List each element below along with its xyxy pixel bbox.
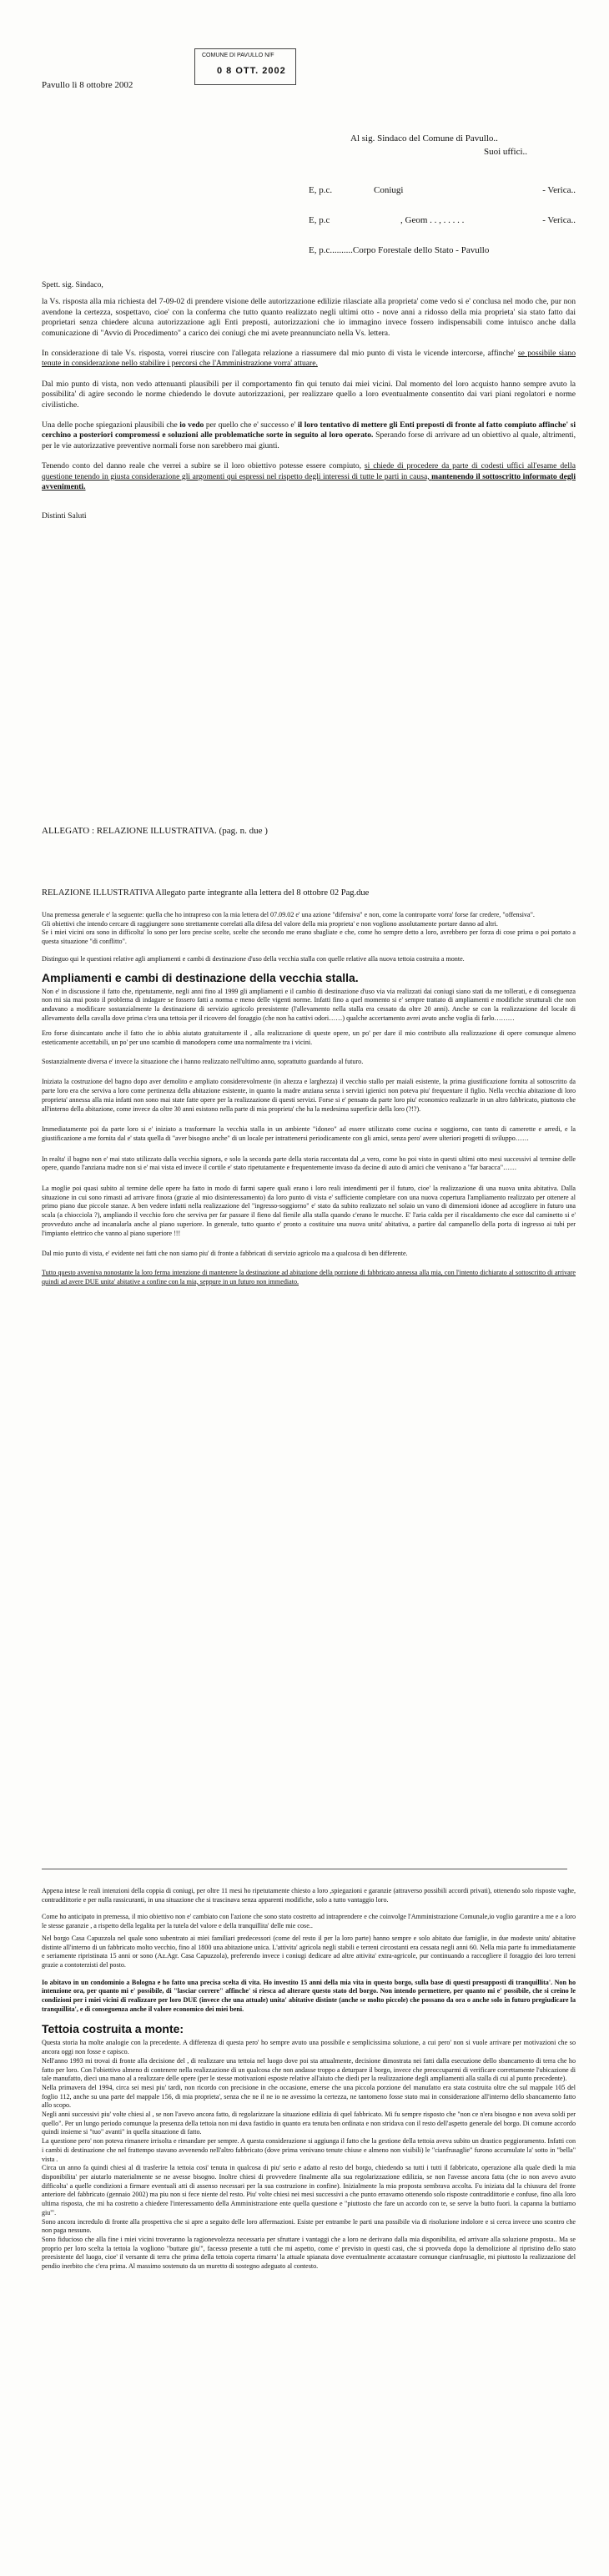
intro-line-3: Se i miei vicini ora sono in difficolta' lo sono per loro precise scelte, scelte che secondo me erano sbagliate e che, come ho sempre detto a loro, avrebbero per forza di cose prima o poi portato a questa situazione "di conflitto". (42, 928, 576, 946)
stalla-paragraph-2: Ero forse disincantato anche il fatto che io abbia aiutato gratuitamente il , alla realizzazione di queste opere, un po' per dare il mio contributo alla realizzazione di opere comunque almeno esteticamente accettabili, un po' per uno scambio di manodopera come una normalmente tra i vicini. (42, 1029, 576, 1047)
stalla-paragraph-3: Sostanzialmente diversa e' invece la situazione che i hanno realizzato nell'ultimo anno, soprattutto guardando al futuro. (42, 1057, 364, 1065)
stalla-paragraph-13: Io abitavo in un condominio a Bologna e ho fatto una precisa scelta di vita. Ho investito 15 anni della mia vita in questo borgo, sulla base di questi presupposti di tranquillita'. Non ho intenzione ora, per quanto mi e' possibile, di "lasciar correre" affinche' si riesca ad alterare questo stato del borgo. Non intendo permettere, per quanto mi e' possibile, che si creino le condizioni per i miei vicini di realizzare per loro DUE (invece che una attuale) unita' abitative distinte (anche se molto piccole) che possano da ora o anche solo in futuro pregiudicare la tranquillita', e di conseguenza anche il valore economico dei miei beni. (42, 1978, 576, 2013)
tettoia-paragraph-8: Sono fiducioso che alla fine i miei vicini troveranno la ragionevolezza necessaria per sfruttare i vantaggi che a loro ne derivano dalla mia disponibilita, ed arrivare alla soluzione proposta.. Ma se proprio per loro scelta la tettoia la vogliono "buttare giu'", facesso presente a tutti che mi aspetto, come e' previsto in questi casi, che si provveda dopo la demolizione al ripristino dello stato preesistente del luogo, cioe' il versante di terra che prima della tettoia coperta rimarra' la attuale spianata dove eventualmente accatastare comunque cianfrusaglie, mi piuttosto la realizzazione del pendio inerbito che c'era prima. Al massimo sostenuto da un muretto di sostegno adeguato al contesto. (42, 2235, 576, 2271)
letter-paragraph-4 (42, 420, 576, 451)
text-run: Sperando forse di arrivare ad un obiettivo al quale, altrimenti, per le vie autorizzative preventive normali forse non sarebbero mai giunti. (42, 430, 576, 450)
cc-name: Coniugi (374, 185, 404, 195)
letter-paragraph-3: Dal mio punto di vista, non vedo attenuanti plausibili per il comportamento fin qui tenuto dai miei vicini. Dal momento del loro acquisto hanno sempre avuto la possibilita' di agire secondo le norme chiedendo le dovute autorizzazioni, per realizzare quello a loro eventualmente consentito dai vari piani regolatori e norme civilistiche. (42, 379, 576, 410)
underlined-text: se possibile siano tenute in considerazione nello stabilire i percorsi che l'Amministrazione vorra' attuare. (42, 349, 576, 369)
intro-line-1: Una premessa generale e' la seguente: quella che ho intrapreso con la mia lettera del 07.09.02 e' una azione "difensiva" e non, come la controparte vorra' forse far credere, "offensiva". (42, 911, 535, 918)
bold-text: io vedo (179, 420, 204, 430)
recipient-line-1: Al sig. Sindaco del Comune di Pavullo.. (350, 133, 498, 143)
bold-text: il loro tentativo di mettere gli Enti preposti di fronte al fatto compiuto affinche' si cerchino a posteriori compromessi e soluzioni alle problematiche sorte in seguito al loro operato. (42, 420, 576, 440)
tettoia-paragraph-6: Circa un anno fa quindi chiesi al di trasferire la tettoia cosi' tenuta in qualcosa di piu' serio e adatto al resto del borgo, chiedendo sa tutti i tutti il fabbricato, operazione alla quale diedi la mia disponibilita' per aiutarlo materialmente se ne avesse bisogno. Inoltre chiesi di provvedere finalmente alla sua regolarizzazione edilizia, se non l'avesse ancora fatta (che io non avevo avuto difficolta' a quelle condizioni a firmare eventuali atti di assenso necessari per la sua costruzione in confine). Inizialmente la mia proposta sembrava accolta. Fu iniziata dal la chiusura del fronte anteriore del fabbricato (gennaio 2002) ma piu non si fece niente del resto. Piu' volte chiesi nei mesi successivi a che punto erravamo ottenendo solo risposte contraddittorie e confuse, fino alla loro ultima risposta, che mi ha costretto a chiedere l'interessamento della Amministrazione ente quella questione e "piuttosto che fare un accordo con te, se serve la butto fuori. la capanna la buttiamo giu'". (42, 2164, 576, 2216)
stalla-paragraph-6: In realta' il bagno non e' mai stato utilizzato dalla vecchia signora, e solo la seconda parte della storia raccontata dal ,a vero, come ho poi visto in questi ultimi otto mesi successivi al termine delle opere, quando l'anziana madre non si e' mai vista ed invece il cortile e' stato ripetutamente e frequentemente invaso da decine di auto di amici che venivano a "far baracca"…… (42, 1155, 576, 1172)
cc-prefix: E, p.c. (309, 185, 333, 195)
stalla-paragraph-9: Tutto questo avveniva nonostante la loro ferma intenzione di mantenere la destinazione ad abitazione della porzione di fabbricato annessa alla mia, con l'intento dichiarato al sottoscritto di arrivare quindi ad avere DUE unita' abitative a confine con la mia, seppure in un futuro non immediato. (42, 1268, 576, 1285)
stalla-paragraph-4: Iniziata la costruzione del bagno dopo aver demolito e ampliato considerevolmente (in altezza e larghezza) il vecchio stallo per maiali esistente, la prima giustificazione fornita al sottoscritto da parte loro era che serviva a loro come pertinenza della abitazione esistente, in quanto la madre anziana senza i servizi igienici non poteva piu' frequentare il figlio. Nella vecchia abitazione di loro proprieta' annessa alla mia infatti non sono mai state fatte opere per la realizzazione di questi servizi. Forse si e' pensato da parte loro piu' economico realizzarle in un altro fabbricato, piuttosto che all'interno della abitazione, come invece da oltre 30 anni esistono nella parte di mia proprieta' che ha la medesima superficie della loro (?!?). (42, 1078, 576, 1113)
cc-prefix: E, p.c (309, 245, 330, 255)
text-run: Una delle poche spiegazioni plausibili che (42, 420, 180, 430)
report-intro (42, 911, 576, 1286)
text-run: In considerazione di tale Vs. risposta, vorrei riuscire con l'allegata relazione a riassumere dal mio punto di vista le vicende intercorse, affinche' (42, 349, 518, 359)
tettoia-paragraph-3: Nella primavera del 1994, circa sei mesi piu' tardi, non ricordo con precisione in che occasione, emerse che una piccola porzione del manufatto era stata costruita oltre che sul mappale 105 del foglio 112, anche su una parte del mappale 156, di mia proprieta', senza che ne il ne io ne avessimo la certezza, ne tantomeno fosse stato mai in considerazione all'interno dello sbancamento fatto allo scopo. (42, 2083, 576, 2110)
intro-line-2: Gli obiettivi che intendo cercare di raggiungere sono strettamente correlati alla difesa del valore della mia proprieta' e non vogliono assolutamente portare danno ad altri. (42, 919, 498, 928)
stalla-paragraph-8: Dal mio punto di vista, e' evidente nei fatti che non siamo piu' di fronte a fabbricati di servizio agricolo ma a qualcosa di ben differente. (42, 1250, 408, 1258)
cc-trail: - Verica.. (542, 185, 576, 195)
text-run: Tenendo conto del danno reale che verrei a subire se il loro obiettivo potesse essere compiuto, (42, 461, 365, 471)
section-title-tettoia: Tettoia costruita a monte: (42, 2022, 184, 2036)
stalla-paragraph-10: Appena intese le reali intenzioni della coppia di coniugi, per oltre 11 mesi ho ripetutamente chiesto a loro ,spiegazioni e garanzie (attraverso possibili accordi privati), ottenendo solo risposte vaghe, contraddittorie e per nulla rassicuranti, in una situazione che si trascinava senza apparenti modifiche, solo a tutto vantaggio loro. (42, 1887, 576, 1904)
cc-name: ..........Corpo Forestale dello Stato - Pavullo (330, 245, 490, 255)
letter-paragraph-5 (42, 461, 576, 492)
attachment-note: ALLEGATO : RELAZIONE ILLUSTRATIVA. (pag. n. due ) (42, 826, 268, 836)
stalla-paragraph-5: Immediatamente poi da parte loro si e' iniziato a trasformare la vecchia stalla in un ambiente "idoneo" ad essere utilizzato come cucina e soggiorno, con tanto di camerette e arredi, e la giustificazione a me fornita dal e' stata quella di "aver bisogno anche" di un locale per intrattenersi periodicamente con gli amici, senza pero' avere ulteriori progetti di sviluppo…… (42, 1125, 576, 1142)
letter-paragraph-1: la Vs. risposta alla mia richiesta del 7-09-02 di prendere visione delle autorizzazione edilizie rilasciate alla proprieta' come vedo si e' conclusa nel modo che, pur non avendone la certezza, sospettavo, cioe' con la conferma che tutto quanto realizzato negli ultimi otto - nove anni a ridosso della mia proprieta' sia stato fatto dai proprietari senza chiedere alcuna autorizzazione agli Enti preposti, autorizzazioni che io immagino invece fossero indispensabili come intuisco anche dalla comunicazione di "Avvio di Procedimento" a carico dei coniugi che mi avete preannunciato nella Vs. lettera. (42, 297, 576, 338)
report-heading: RELAZIONE ILLUSTRATIVA Allegato parte integrante alla lettera del 8 ottobre 02 Pag.due (42, 888, 370, 898)
report-continuation (42, 1887, 576, 2272)
tettoia-paragraph-7: Sono ancora incredulo di fronte alla prospettiva che si apre a seguito delle loro affermazioni. Esiste per entrambe le parti una possibile via di risoluzione indolore e si cerca invece uno scontro che non paga nessuno. (42, 2217, 576, 2235)
letter-body (42, 280, 576, 521)
text-run: per quello che e' successo e' (204, 420, 298, 430)
recipient-line-2: Suoi uffici.. (484, 147, 528, 157)
tettoia-paragraph-4: Negli anni successivi piu' volte chiesi al , se non l'avevo ancora fatto, di regolarizzare la situazione edilizia di quel fabbricato. Mi fu sempre risposto che "non ce n'era bisogno e non aveva soldi per quello". Per un lungo periodo comunque la presenza della tettoia non mi dava fastidio in quanto era tenuta ben ordinata e non stridava con il resto dell'aspetto generale del borgo. Di comune accordo quindi insieme si "tuo" avanti" in quella situazione di fatto. (42, 2111, 576, 2136)
cc-name: , Geom . . , . . . . . (400, 215, 465, 225)
tettoia-paragraph-2: Nell'anno 1993 mi trovai di fronte alla decisione del , di realizzare una tettoia nel luogo dove poi sta attualmente, decisione dimostrata nei fatti dalla esecuzione dello sbancamento di terra che ho fatto per loro. Con l'obiettivo almeno di contenere nella realizzazione di un qualcosa che non andasse troppo a deturpare il borgo, invece che preoccuparmi di verificare correttamente l'ubicazione di tale manufatto, dieci una mano al a realizzare delle opere (per le stesse motivazioni esposte relative all'aiuto che diedi per la realizzazione degli ampliamenti alla stalla di cui al punto precedente). (42, 2056, 576, 2083)
protocol-stamp (194, 48, 296, 85)
stalla-paragraph-1: Non e' in discussione il fatto che, ripetutamente, negli anni fino al 1999 gli ampliamenti e il cambio di destinazione d'uso via via realizzati dai coniugi siano stati da me tollerati, e di conseguenza non mi sia mai posto il problema di indagare se fossero fatti a norma e meno delle vigenti norme. Infatti fino a quel momento si e' sempre trattato di ampliamenti e modifiche strutturali che non andavano a modificare sostanzialmente la destinazione di servizio agricolo preesistente (l'allevamento nella stalla era cessato da oltre 20 anni). Anche se con la realizzazione del locale di allevamento della cavalla dove prima c'era una tettoia per il ricovero del foraggio (che non ha cattivi odori……) qualche accertamento avrei avuto anche voglia di farlo……… (42, 987, 576, 1022)
bold-underlined-text: mantenendo il sottoscritto informato degli avvenimenti. (42, 471, 576, 492)
stalla-paragraph-7: La moglie poi quasi subito al termine delle opere ha fatto in modo di farmi sapere quali erano i loro reali intendimenti per il futuro, cioe' la realizzazione di una nuova unita abitativa. Dalla situazione in cui sono rimasti ad arrivare finora (grazie al mio disinteressamento) da loro punto di vista e' sufficiente completare con una nuova copertura l'ampliamento realizzato per ottenere al primo piano due piccole stanze. A ben vedere infatti nella realizzazione del "ingresso-soggiorno" e' stato da subito realizzato nel solaio un vano di dimensioni idonee ad accogliere in futuro una scala (a chiocciola ?), ampliando il vecchio foro che serviva per far passare il fieno dal fienile alla stalla quando c'erano le mucche. E' l'aria calda per il riscaldamento che esce dal caminetto si e' provveduto anche ad incanalarla anche al piano superiore. In generale, tutto quanto e' pronto a costituire una nuova unita' abitativa, a partire dal campanello della porta di ingresso ai tubi per l'impianto elettrico che vanno al piano superiore !!! (42, 1185, 576, 1237)
stamp-date: 0 8 OTT. 2002 (217, 66, 286, 76)
stalla-paragraph-11: Come ho anticipato in premessa, il mio obiettivo non e' cambiato con l'azione che sono stato costretto ad intraprendere e che coinvolge l'Amministrazione Comunale,io voglio garantire a me e a loro le stesse garanzie , a rispetto della legalita per la tutela del valore e della tranquillita' delle mie cose.. (42, 1913, 576, 1930)
underlined-text: si chiede di procedere da parte di codesti uffici all'esame della questione tenendo in giusta considerazione gli argomenti qui espressi nel rispetto degli interessi di tutte le parti in causa, (42, 461, 576, 481)
stalla-paragraph-12: Nel borgo Casa Capuzzola nel quale sono subentrato ai miei familiari predecessori (come del resto il per la loro parte) hanno sempre e solo abitato due famiglie, in due modeste unita' abitative distinte all'interno di un fabbricato molto vecchio, fino al 1800 una abitazione unica. L'attivita' agricola negli stabili e terreni circostanti era cessata negli anni 60. Nella mia parte fu immediatamente e seriamente ripristinata 15 anni or sono (Az.Agr. Casa Capuzzola), preferendo invece i coniugi dedicare ad altre attivita' extra-agricole, pur continuando a raccogliere il foraggio dei loro terreni grazie a contoterzisti del posto. (42, 1934, 576, 1969)
intro-line-4: Distinguo qui le questioni relative agli ampliamenti e cambi di destinazione d'uso della vecchia stalla con quelle relative alla nuova tettoia costruita a monte. (42, 954, 465, 963)
place-date: Pavullo lì 8 ottobre 2002 (42, 80, 133, 90)
cc-prefix: E, p.c (309, 215, 330, 225)
cc-row-2 (309, 215, 576, 225)
cc-row-3 (309, 245, 584, 255)
closing: Distinti Saluti (42, 511, 87, 521)
salutation: Spett. sig. Sindaco, (42, 280, 103, 289)
letter-paragraph-2 (42, 349, 576, 370)
cc-row-1 (309, 185, 576, 195)
section-title-stalla: Ampliamenti e cambi di destinazione della vecchia stalla. (42, 970, 359, 984)
cc-trail: - Verica.. (542, 215, 576, 225)
tettoia-paragraph-1: Questa storia ha molte analogie con la precedente. A differenza di questa pero' ho sempre avuto una possibile e semplicissima soluzione, a cui pero' non si vuole arrivare per motivazioni che so ancora oggi non fosse e capisco. (42, 2039, 576, 2056)
stamp-office: COMUNE DI PAVULLO N/F (202, 53, 274, 58)
tettoia-paragraph-5: La questione pero' non poteva rimanere irrisolta e rimandare per sempre. A questa considerazione si aggiunga il fatto che la gestione della tettoia aveva subito un drastico peggioramento. Infatti con i cambi di destinazione che nel frattempo stavano avvenendo nell'altro fabbricato (dove prima venivano tenute chiuse e almeno non visibili) le "cianfrusaglie" furono accumulate la' sotto in "bella" vista . (42, 2137, 576, 2163)
